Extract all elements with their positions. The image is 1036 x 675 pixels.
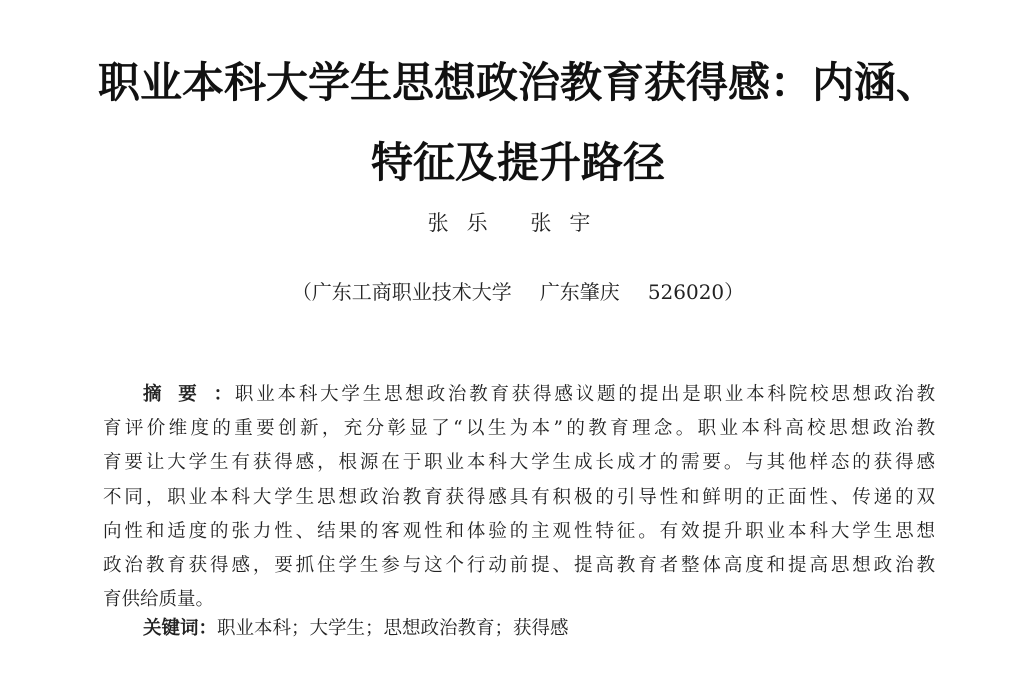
- abstract-label-colon: ：: [213, 384, 235, 405]
- affiliation-city: 广东肇庆: [539, 280, 620, 304]
- abstract-line: 育供给质量。: [103, 589, 215, 611]
- affiliation-postcode: 526020: [647, 280, 725, 304]
- abstract-text: 职业本科大学生思想政治教育获得感议题的提出是职业本科院校思想政治教: [234, 384, 935, 405]
- keywords-line: [143, 614, 569, 640]
- abstract-line: [103, 378, 935, 412]
- paper-title-line-2: 特征及提升路径: [370, 138, 665, 187]
- affiliation-open-paren: （: [291, 280, 312, 304]
- author-names: 张乐 张宇: [427, 211, 609, 235]
- keywords-label: 关键词：: [143, 618, 218, 639]
- affiliation-close-paren: ）: [724, 280, 745, 304]
- paper-title-line-1: 职业本科大学生思想政治教育获得感：内涵、: [97, 58, 938, 107]
- abstract-line: 向性和适度的张力性、结果的客观性和体验的主观性特征。有效提升职业本科大学生思想: [103, 520, 935, 542]
- abstract-line: 政治教育获得感，要抓住学生参与这个行动前提、提高教育者整体高度和提高思想政治教: [103, 554, 935, 576]
- abstract-label: 摘要: [143, 384, 214, 405]
- keywords-value: 职业本科；大学生；思想政治教育；获得感: [217, 618, 569, 639]
- affiliation-institution: 广东工商职业技术大学: [311, 280, 512, 304]
- abstract-line: 不同，职业本科大学生思想政治教育获得感具有积极的引导性和鲜明的正面性、传递的双: [103, 486, 935, 508]
- abstract-line: 育评价维度的重要创新，充分彰显了“以生为本”的教育理念。职业本科高校思想政治教: [103, 418, 935, 440]
- author-affiliation: [0, 276, 1036, 305]
- abstract-block: [103, 378, 935, 617]
- abstract-line: 育要让大学生有获得感，根源在于职业本科大学生成长成才的需要。与其他样态的获得感: [103, 452, 935, 474]
